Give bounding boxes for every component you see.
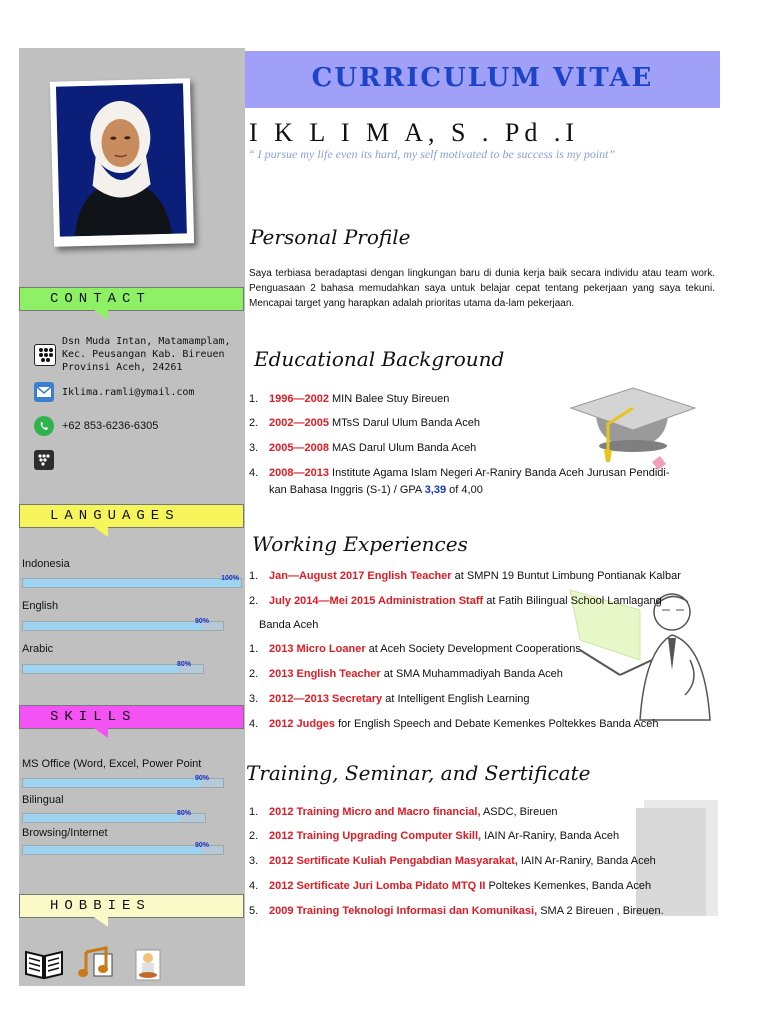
- header-tail: [94, 310, 108, 320]
- skill-label: Bilingual: [22, 794, 64, 806]
- language-percent: 90%: [194, 618, 209, 625]
- work-title: Working Experiences: [252, 532, 468, 556]
- work-item: Banda Aceh: [259, 619, 319, 631]
- book-icon: [24, 946, 64, 985]
- language-bar: [22, 618, 224, 631]
- education-item: 2. 2002—2005 MTsS Darul Ulum Banda Aceh: [249, 417, 480, 429]
- skill-bar: [22, 775, 224, 788]
- skill-percent: 90%: [194, 775, 209, 782]
- work-item: 3. 2012—2013 Secretary at Intelligent English Learning: [249, 693, 530, 705]
- header-tail: [94, 527, 108, 537]
- training-item: 2. 2012 Training Upgrading Computer Skill, IAIN Ar-Raniry, Banda Aceh: [249, 830, 620, 842]
- work-highlight: Jan—August 2017 English Teacher: [269, 570, 452, 582]
- work-item: 1. Jan—August 2017 English Teacher at SMPN 19 Buntut Limbung Pontianak Kalbar: [249, 570, 681, 582]
- email-link[interactable]: Iklima.ramli@ymail.com: [62, 387, 195, 398]
- gpa-value: 3,39: [424, 484, 447, 496]
- skill-label: Browsing/Internet: [22, 827, 108, 839]
- email-icon: [34, 382, 54, 402]
- motto: “ I pursue my life even its hard, my self motivated to be success is my point”: [248, 147, 616, 161]
- contact-title: CONTACT: [50, 291, 151, 307]
- language-label: Arabic: [22, 643, 54, 655]
- hobbies-title: HOBBIES: [50, 898, 151, 914]
- work-highlight: 2012 Judges: [269, 718, 336, 730]
- profile-photo-frame: [50, 78, 194, 247]
- skill-percent: 80%: [176, 810, 191, 817]
- skill-bar-fill: [23, 779, 201, 787]
- language-bar-fill: [23, 579, 241, 587]
- language-label: Indonesia: [22, 558, 70, 570]
- training-highlight: 2012 Sertificate Juri Lomba Pidato MTQ II: [269, 880, 486, 892]
- cooking-icon: [134, 948, 162, 987]
- work-item: 2. 2013 English Teacher at SMA Muhammadiyah Banda Aceh: [249, 668, 563, 680]
- skills-header: [19, 705, 244, 729]
- training-item: 5. 2009 Training Teknologi Informasi dan Komunikasi, SMA 2 Bireuen , Bireuen.: [249, 905, 664, 917]
- education-item: 3. 2005—2008 MAS Darul Ulum Banda Aceh: [249, 442, 477, 454]
- address-line: Dsn Muda Intan, Matamamplam,: [62, 336, 231, 347]
- full-name: I K L I M A, S . Pd .I: [249, 118, 580, 147]
- language-percent: 100%: [221, 575, 239, 582]
- skill-bar: [22, 810, 206, 823]
- training-item: 4. 2012 Sertificate Juri Lomba Pidato MTQ II Poltekes Kemenkes, Banda Aceh: [249, 880, 652, 892]
- work-highlight: 2013 English Teacher: [269, 668, 381, 680]
- header-tail: [94, 917, 108, 927]
- languages-header: [19, 504, 244, 528]
- work-highlight: 2012—2013 Secretary: [269, 693, 383, 705]
- training-item: 3. 2012 Sertificate Kuliah Pengabdian Masyarakat, IAIN Ar-Raniry, Banda Aceh: [249, 855, 656, 867]
- language-percent: 80%: [176, 661, 191, 668]
- education-years: 2008—2013: [269, 467, 329, 479]
- education-item-cont: kan Bahasa Inggris (S-1) / GPA 3,39 of 4,00: [269, 484, 483, 496]
- training-highlight: 2012 Training Upgrading Computer Skill,: [269, 830, 482, 842]
- training-title: Training, Seminar, and Sertificate: [246, 761, 591, 785]
- education-years: 1996—2002: [269, 393, 329, 405]
- profile-text: Saya terbiasa beradaptasi dengan lingkungan baru di dunia kerja baik secara individu atau team work. Penguasaan 2 bahasa memudahkan saya untuk belajar cepat tentang pekerjaan yang saya tekuni. Mencapai target yang harapkan adalah prioritas utama da-lam pekerjaan.: [249, 268, 715, 309]
- contact-header: [19, 287, 244, 311]
- address-line: Kec. Peusangan Kab. Bireuen: [62, 349, 225, 360]
- training-item: 1. 2012 Training Micro and Macro financial, ASDC, Bireuen: [249, 806, 558, 818]
- blackberry-icon: [34, 344, 56, 366]
- training-highlight: 2009 Training Teknologi Informasi dan Komunikasi,: [269, 905, 538, 917]
- education-years: 2005—2008: [269, 442, 329, 454]
- skills-title: SKILLS: [50, 709, 137, 725]
- training-highlight: 2012 Sertificate Kuliah Pengabdian Masyarakat,: [269, 855, 518, 867]
- education-item: 1. 1996—2002 MIN Balee Stuy Bireuen: [249, 393, 450, 405]
- skill-bar-fill: [23, 814, 179, 822]
- work-highlight: July 2014—Mei 2015 Administration Staff: [269, 595, 484, 607]
- education-item: 4. 2008—2013 Institute Agama Islam Negeri Ar-Raniry Banda Aceh Jurusan Pendidi-: [249, 467, 670, 479]
- work-item: 1. 2013 Micro Loaner at Aceh Society Development Cooperations: [249, 643, 581, 655]
- whatsapp-icon: [34, 416, 54, 436]
- cv-title: CURRICULUM VITAE: [311, 63, 654, 93]
- language-bar: [22, 661, 204, 674]
- skill-label: MS Office (Word, Excel, Power Point: [22, 758, 202, 770]
- bbm-icon: [34, 450, 54, 470]
- work-item: 4. 2012 Judges for English Speech and Debate Kemenkes Poltekkes Banda Aceh: [249, 718, 659, 730]
- language-bar: [22, 575, 242, 588]
- skill-bar-fill: [23, 846, 201, 854]
- language-bar-fill: [23, 665, 179, 673]
- title-banner: [245, 51, 720, 108]
- graduation-cap-image: [568, 384, 698, 479]
- header-tail: [94, 728, 108, 738]
- address-line: Provinsi Aceh, 24261: [62, 362, 183, 373]
- hobbies-header: [19, 894, 244, 918]
- language-label: English: [22, 600, 59, 612]
- education-title: Educational Background: [254, 347, 505, 371]
- profile-title: Personal Profile: [250, 225, 411, 249]
- work-item: 2. July 2014—Mei 2015 Administration Staff at Fatih Bilingual School Lamlagang: [249, 595, 662, 607]
- skill-percent: 90%: [194, 842, 209, 849]
- education-years: 2002—2005: [269, 417, 329, 429]
- address: [62, 335, 231, 374]
- phone-number: +62 853-6236-6305: [62, 420, 159, 432]
- languages-title: LANGUAGES: [50, 508, 180, 524]
- work-highlight: 2013 Micro Loaner: [269, 643, 366, 655]
- music-notes-icon: [76, 946, 116, 987]
- training-highlight: 2012 Training Micro and Macro financial,: [269, 806, 481, 818]
- language-bar-fill: [23, 622, 201, 630]
- profile-photo: [56, 83, 187, 236]
- skill-bar: [22, 842, 224, 855]
